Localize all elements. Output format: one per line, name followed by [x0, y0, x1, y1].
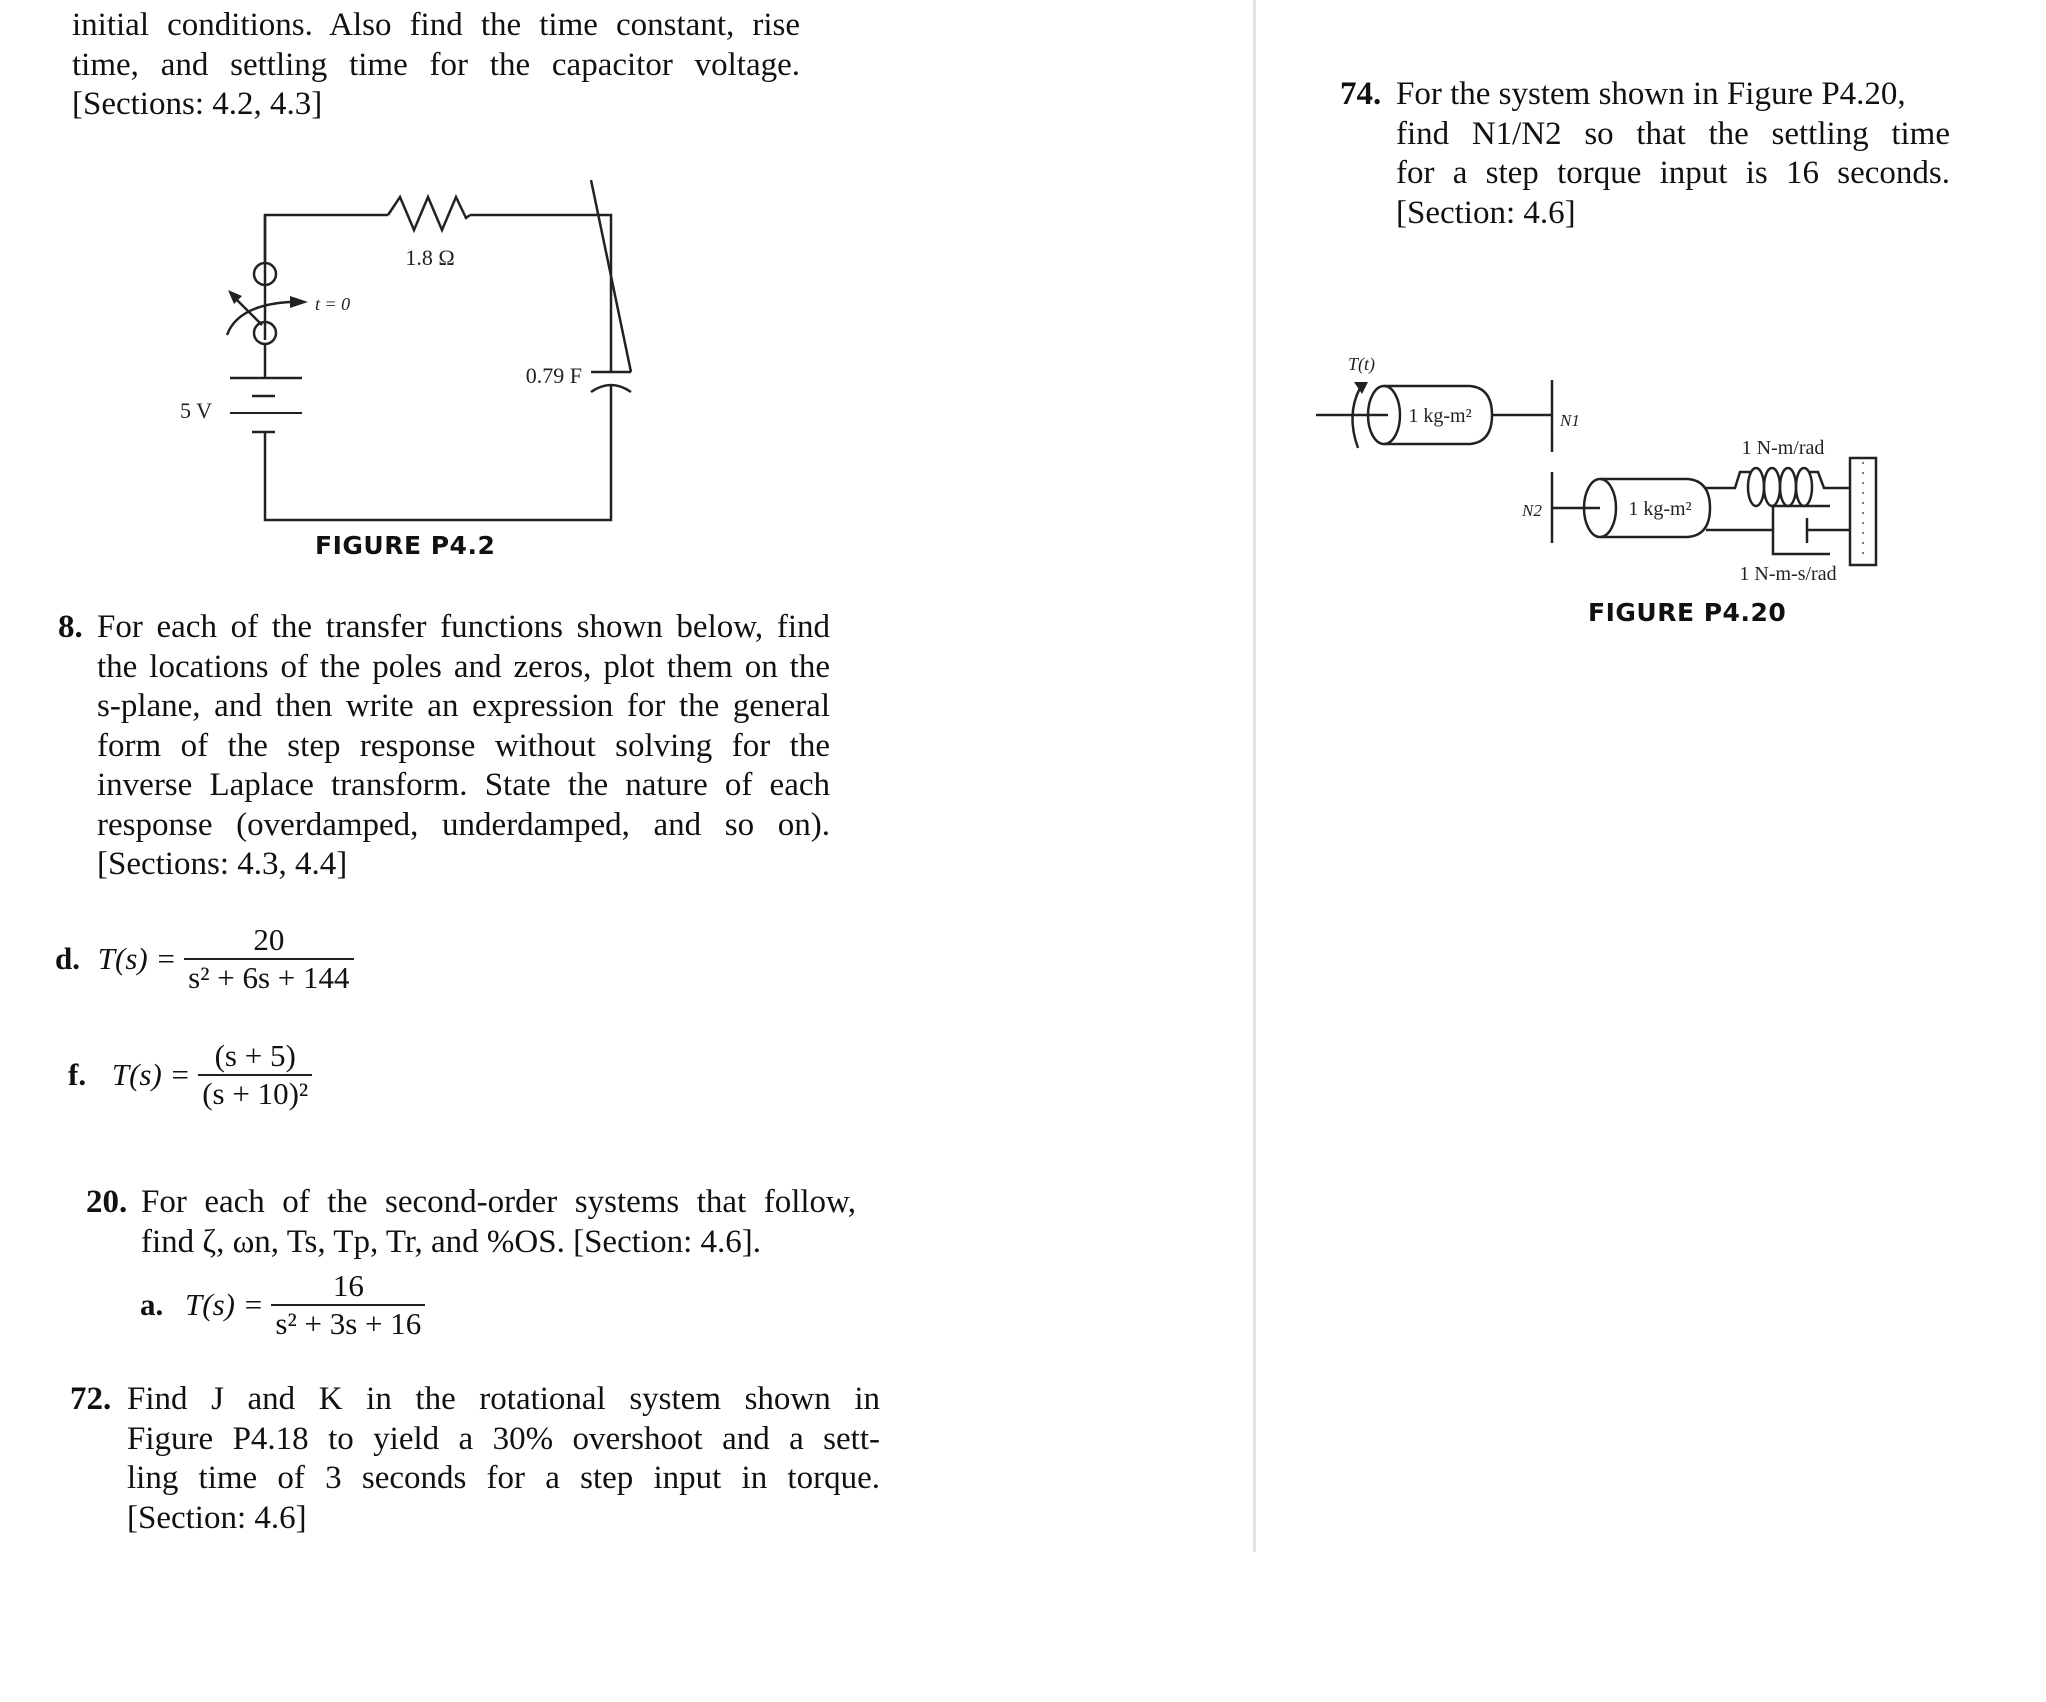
resistor-label: 1.8 Ω — [405, 245, 455, 270]
section-ref: [Sections: 4.2, 4.3] — [72, 86, 323, 122]
fraction — [271, 1268, 425, 1342]
text-line: form of the step response without solving for the — [97, 727, 830, 764]
column-divider — [1253, 0, 1256, 1552]
problem-8 — [58, 608, 830, 885]
part-label: d. — [55, 941, 80, 976]
part-label: f. — [68, 1057, 87, 1092]
equation-lhs: T(s) = — [185, 1287, 264, 1322]
inertia1-label: 1 kg-m² — [1408, 405, 1472, 427]
problem-number: 72. — [70, 1381, 112, 1417]
problem-72 — [70, 1380, 880, 1538]
denominator: (s + 10)² — [198, 1074, 312, 1112]
text-line: response (overdamped, underdamped, and so on). — [97, 806, 830, 843]
text-line: For the system shown in Figure P4.20, — [1396, 76, 1906, 112]
wire-top-left — [265, 215, 388, 340]
text-line: For each of the second-order systems that follow, — [141, 1184, 856, 1220]
denominator: s² + 3s + 16 — [271, 1304, 425, 1342]
damper-label: 1 N-m-s/rad — [1739, 563, 1837, 580]
source-label: 5 V — [180, 398, 212, 423]
figure-p4-2-caption: FIGURE P4.2 — [315, 531, 496, 560]
text-line: For each of the transfer functions shown below, find — [97, 609, 830, 645]
torque-label: T(t) — [1348, 354, 1375, 374]
numerator: 16 — [332, 1268, 364, 1303]
text-line: inverse Laplace transform. State the nature of each — [97, 767, 830, 803]
inertia2-label: 1 kg-m² — [1628, 498, 1692, 520]
problem-number: 20. — [86, 1184, 128, 1220]
figure-p4-2-circuit — [150, 180, 650, 580]
gear1-label: N1 — [1560, 411, 1580, 430]
spring-coil — [1748, 468, 1764, 506]
fraction — [184, 922, 353, 996]
fraction — [198, 1038, 312, 1112]
text-line: Figure P4.18 to yield a 30% overshoot and a sett- — [127, 1420, 880, 1457]
text-line: time, and settling time for the capacitor voltage. — [72, 46, 800, 83]
part-label: a. — [140, 1287, 164, 1322]
section-ref: [Sections: 4.3, 4.4] — [97, 846, 348, 882]
equation-8d — [55, 922, 354, 996]
text-line: s-plane, and then write an expression for the general — [97, 688, 830, 724]
spring-label: 1 N-m/rad — [1741, 437, 1825, 459]
text-line: the locations of the poles and zeros, plot them on the — [97, 648, 830, 685]
text-line: Find J and K in the rotational system shown in — [127, 1381, 880, 1417]
text-line: for a step torque input is 16 seconds. — [1396, 155, 1950, 191]
numerator: (s + 5) — [214, 1038, 296, 1073]
problem-number: 74. — [1340, 76, 1382, 112]
numerator: 20 — [253, 922, 285, 957]
torque-arrow-icon — [1354, 382, 1368, 394]
resistor-icon — [388, 197, 470, 230]
denominator: s² + 6s + 144 — [184, 958, 353, 996]
section-ref: [Section: 4.6] — [127, 1499, 307, 1536]
fixed-wall — [1850, 458, 1876, 565]
torque-arrow-arc — [1352, 388, 1360, 448]
text-line: find ζ, ωn, Ts, Tp, Tr, and %OS. [Section: 4.6]. — [141, 1223, 761, 1260]
text-line: initial conditions. Also find the time constant, rise — [72, 7, 800, 43]
wire-top-right — [470, 215, 611, 372]
problem-intro-continuation — [72, 6, 800, 125]
capacitor-label: 0.79 F — [525, 363, 582, 388]
text-line: find N1/N2 so that the settling time — [1396, 115, 1950, 152]
wire-right — [265, 385, 611, 520]
switch-arc — [227, 302, 290, 335]
problem-20 — [86, 1183, 856, 1262]
text-line: ling time of 3 seconds for a step input in torque. — [127, 1460, 880, 1496]
equation-20a — [140, 1268, 425, 1342]
switch-label: t = 0 — [315, 294, 351, 314]
equation-lhs: T(s) = — [111, 1057, 191, 1092]
problem-74 — [1340, 75, 1950, 233]
figure-p4-20-diagram — [1310, 340, 2046, 580]
figure-p4-20-caption: FIGURE P4.20 — [1588, 598, 1787, 627]
equation-lhs: T(s) = — [97, 941, 177, 976]
gear2-label: N2 — [1522, 501, 1542, 520]
equation-8f — [68, 1038, 312, 1112]
section-ref: [Section: 4.6] — [1396, 194, 1576, 231]
switch-arc-arrow-icon — [290, 296, 308, 308]
problem-number: 8. — [58, 609, 83, 645]
